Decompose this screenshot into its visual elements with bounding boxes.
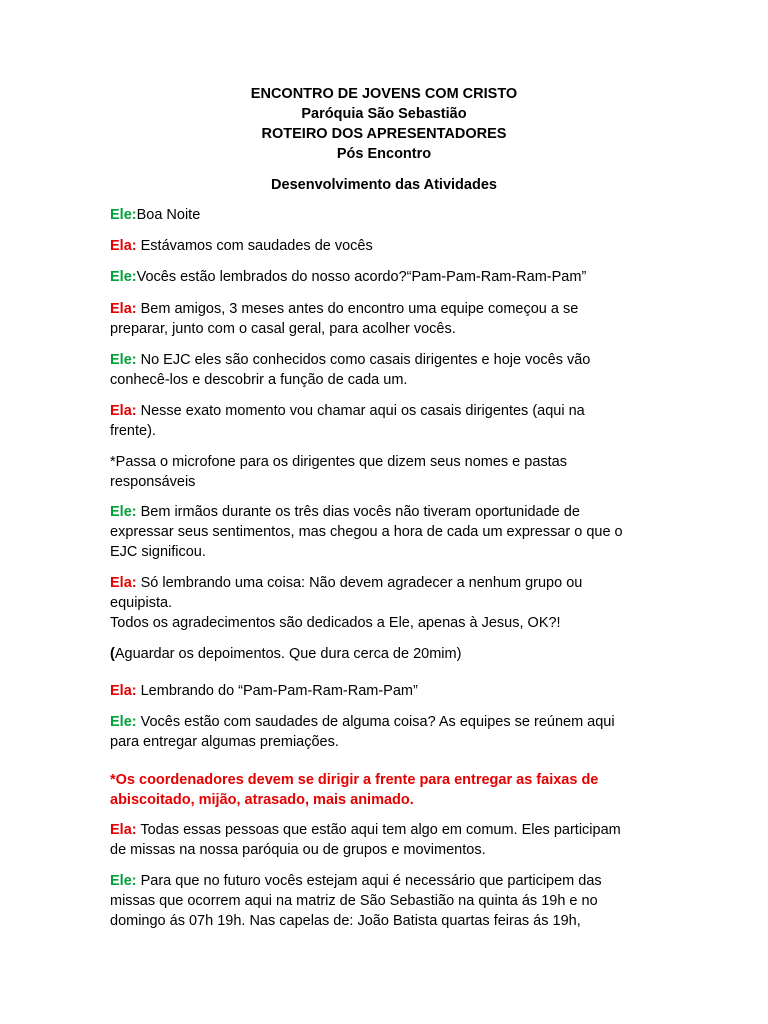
coordinators-note-text: abiscoitado, mijão, atrasado, mais animado. xyxy=(110,792,414,808)
speaker-ela-label: Ela: xyxy=(110,403,137,419)
stage-note xyxy=(110,644,670,664)
dialogue-line xyxy=(110,712,670,752)
dialogue-text: Boa Noite xyxy=(136,207,201,223)
header-line-phase: Pós Encontro xyxy=(336,146,432,162)
dialogue-line xyxy=(110,820,670,860)
dialogue-text: preparar, junto com o casal geral, para acolher vocês. xyxy=(110,321,456,337)
speaker-ela-label: Ela: xyxy=(110,575,137,591)
dialogue-line xyxy=(110,681,670,701)
dialogue-line xyxy=(110,299,670,339)
speaker-ela-label: Ela: xyxy=(110,301,137,317)
document-header xyxy=(0,84,768,164)
speaker-ele-label: Ele: xyxy=(110,352,137,368)
dialogue-line xyxy=(110,401,670,441)
dialogue-line xyxy=(110,573,670,633)
header-line-script: ROTEIRO DOS APRESENTADORES xyxy=(261,126,507,142)
speaker-ele-label: Ele: xyxy=(110,504,137,520)
dialogue-text: expressar seus sentimentos, mas chegou a hora de cada um expressar o que o xyxy=(110,524,623,540)
stage-note-text: *Passa o microfone para os dirigentes que dizem seus nomes e pastas xyxy=(110,454,567,470)
dialogue-line xyxy=(110,871,670,931)
coordinators-note xyxy=(110,770,670,810)
dialogue-text: domingo ás 07h 19h. Nas capelas de: João Batista quartas feiras ás 19h, xyxy=(110,913,581,929)
speaker-ele-label: Ele: xyxy=(110,873,137,889)
dialogue-line xyxy=(110,350,670,390)
speaker-ela-label: Ela: xyxy=(110,238,137,254)
stage-note xyxy=(110,452,670,492)
dialogue-text: Para que no futuro vocês estejam aqui é necessário que participem das xyxy=(136,873,602,889)
section-title: Desenvolvimento das Atividades xyxy=(271,177,497,193)
dialogue-text: frente). xyxy=(110,423,156,439)
dialogue-text: Vocês estão lembrados do nosso acordo?“Pam-Pam-Ram-Ram-Pam” xyxy=(136,269,587,285)
dialogue-line xyxy=(110,267,670,287)
dialogue-text: equipista. xyxy=(110,595,173,611)
speaker-ela-label: Ela: xyxy=(110,683,137,699)
dialogue-text: Vocês estão com saudades de alguma coisa? As equipes se reúnem aqui xyxy=(136,714,615,730)
speaker-ele-label: Ele: xyxy=(110,207,137,223)
dialogue-text: Todas essas pessoas que estão aqui tem algo em comum. Eles participam xyxy=(136,822,621,838)
dialogue-text: para entregar algumas premiações. xyxy=(110,734,339,750)
dialogue-text: EJC significou. xyxy=(110,544,206,560)
dialogue-line xyxy=(110,205,670,225)
dialogue-text: Só lembrando uma coisa: Não devem agradecer a nenhum grupo ou xyxy=(136,575,583,591)
dialogue-line xyxy=(110,236,670,256)
dialogue-text: de missas na nossa paróquia ou de grupos e movimentos. xyxy=(110,842,486,858)
speaker-ele-label: Ele: xyxy=(110,269,137,285)
dialogue-text: conhecê-los e descobrir a função de cada um. xyxy=(110,372,408,388)
header-line-parish: Paróquia São Sebastião xyxy=(301,106,467,122)
dialogue-text: Lembrando do “Pam-Pam-Ram-Ram-Pam” xyxy=(136,683,418,699)
dialogue-text: No EJC eles são conhecidos como casais dirigentes e hoje vocês vão xyxy=(136,352,591,368)
speaker-ela-label: Ela: xyxy=(110,822,137,838)
stage-note-text: Aguardar os depoimentos. Que dura cerca de 20mim) xyxy=(114,646,462,662)
dialogue-text: Todos os agradecimentos são dedicados a Ele, apenas à Jesus, OK?! xyxy=(110,615,561,631)
dialogue-text: Bem amigos, 3 meses antes do encontro uma equipe começou a se xyxy=(136,301,579,317)
dialogue-text: Estávamos com saudades de vocês xyxy=(136,238,373,254)
dialogue-line xyxy=(110,502,670,562)
dialogue-text: Bem irmãos durante os três dias vocês não tiveram oportunidade de xyxy=(136,504,580,520)
paren-open: ( xyxy=(110,646,115,662)
header-line-event: ENCONTRO DE JOVENS COM CRISTO xyxy=(250,86,518,102)
stage-note-text: responsáveis xyxy=(110,474,196,490)
dialogue-text: Nesse exato momento vou chamar aqui os casais dirigentes (aqui na xyxy=(136,403,585,419)
coordinators-note-text: *Os coordenadores devem se dirigir a frente para entregar as faixas de xyxy=(110,772,599,788)
speaker-ele-label: Ele: xyxy=(110,714,137,730)
dialogue-text: missas que ocorrem aqui na matriz de São Sebastião na quinta ás 19h e no xyxy=(110,893,598,909)
